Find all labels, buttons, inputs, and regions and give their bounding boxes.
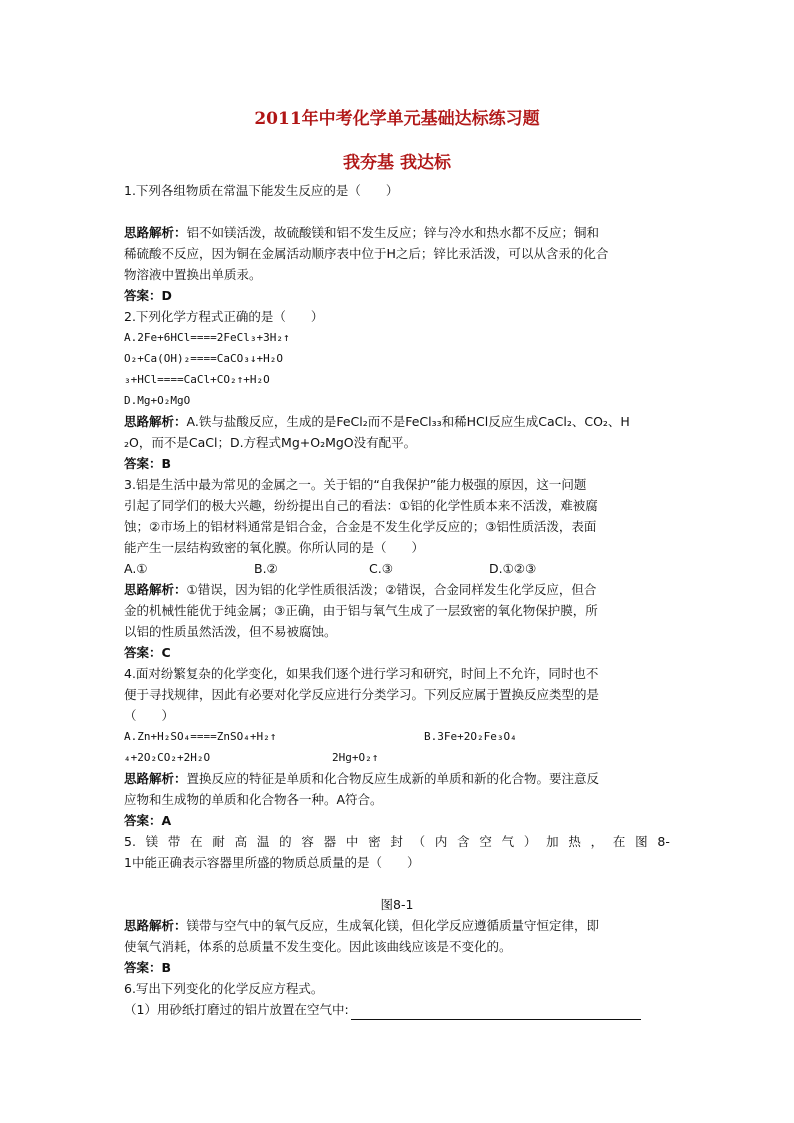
answer-blank[interactable] bbox=[351, 1005, 641, 1020]
q5-question-char: 含 bbox=[457, 834, 470, 849]
q3-analysis-line: 以铝的性质虽然活泼，但不易被腐蚀。 bbox=[124, 624, 337, 639]
q3-options bbox=[124, 558, 670, 579]
figure-placeholder bbox=[124, 873, 670, 894]
q5-question-line bbox=[124, 831, 670, 852]
q5-question-char: ， bbox=[590, 834, 604, 849]
q4-options-ab bbox=[124, 726, 670, 747]
q4-analysis-line: 应物和生成物的单质和化合物各一种。A符合。 bbox=[124, 792, 383, 807]
q2-analysis-line: ₂O，而不是CaCl；D.方程式Mg+O₂MgO没有配平。 bbox=[124, 435, 417, 450]
q3-answer: 答案：C bbox=[124, 645, 171, 660]
q5-question-char: 高 bbox=[234, 834, 248, 849]
q2-answer: 答案：B bbox=[124, 456, 172, 471]
q5-question-char: 气 bbox=[501, 834, 515, 849]
q4-analysis-line: 思路解析：置换反应的特征是单质和化合物反应生成新的单质和新的化合物。要注意反 bbox=[124, 771, 600, 786]
q5-question-char: 图 bbox=[635, 834, 648, 849]
q3-option-b: B.② bbox=[254, 561, 278, 576]
analysis-label: 思路解析： bbox=[124, 771, 187, 786]
q3-option-c: C.③ bbox=[369, 561, 393, 576]
q3-analysis-line: 金的机械性能优于纯金属；③正确，由于铝与氧气生成了一层致密的氧化物保护膜，所 bbox=[124, 603, 598, 618]
q5-question-char: （ bbox=[412, 834, 426, 849]
q4-question-line: 便于寻找规律，因此有必要对化学反应进行分类学习。下列反应属于置换反应类型的是 bbox=[124, 687, 600, 702]
q5-question-char: 在 bbox=[612, 834, 626, 849]
q3-analysis-line: 思路解析：①错误，因为铝的化学性质很活泼；②错误，合金同样发生化学反应，但合 bbox=[124, 582, 597, 597]
q5-question-char: 热 bbox=[568, 834, 581, 849]
q5-question-line: 1中能正确表示容器里所盛的物质总质量的是（ ） bbox=[124, 855, 420, 870]
q6-question: 6.写出下列变化的化学反应方程式。 bbox=[124, 981, 324, 996]
q3-question-line: 能产生一层结构致密的氧化膜。你所认同的是（ ） bbox=[124, 540, 425, 555]
analysis-label: 思路解析： bbox=[124, 582, 187, 597]
q2-option: A.2Fe+6HCl====2FeCl₃+3H₂↑ bbox=[124, 331, 290, 344]
q4-question-line: 4.面对纷繁复杂的化学变化，如果我们逐个进行学习和研究，时间上不允许，同时也不 bbox=[124, 666, 599, 681]
page-title: 2011年中考化学单元基础达标练习题 bbox=[254, 109, 540, 129]
q4-option-b: B.3Fe+2O₂Fe₃O₄ bbox=[424, 730, 517, 743]
q6-item-1: （1）用砂纸打磨过的铝片放置在空气中: bbox=[124, 999, 670, 1020]
q2-analysis-line: 思路解析：A.铁与盐酸反应，生成的是FeCl₂而不是FeCl₃₃和稀HCl反应生成CaCl₂、CO₂、H bbox=[124, 414, 630, 429]
q5-question-char: 空 bbox=[479, 834, 492, 849]
q5-question-char: 耐 bbox=[212, 834, 225, 849]
q4-answer: 答案：A bbox=[124, 813, 172, 828]
q5-question-char: 带 bbox=[167, 834, 181, 849]
exercise-content bbox=[124, 180, 670, 1020]
page-subtitle: 我夯基 我达标 bbox=[343, 153, 451, 173]
q1-analysis-line: 思路解析：铝不如镁活泼，故硫酸镁和铝不发生反应；锌与冷水和热水都不反应；铜和 bbox=[124, 225, 600, 240]
q3-question-line: 引起了同学们的极大兴趣，纷纷提出自己的看法：①铝的化学性质本来不活泼，难被腐 bbox=[124, 498, 598, 513]
q1-question: 1.下列各组物质在常温下能发生反应的是（ ） bbox=[124, 183, 399, 198]
q5-answer: 答案：B bbox=[124, 960, 172, 975]
q5-question-char: 的 bbox=[279, 834, 292, 849]
q4-question-line: （ ） bbox=[124, 708, 175, 723]
q5-question-char: 封 bbox=[390, 834, 403, 849]
q4-option-c: ₄+2O₂CO₂+2H₂O bbox=[124, 751, 211, 764]
analysis-label: 思路解析： bbox=[124, 225, 187, 240]
q4-option-d: 2Hg+O₂↑ bbox=[332, 751, 379, 764]
q2-option: ₃+HCl====CaCl+CO₂↑+H₂O bbox=[124, 373, 270, 386]
q3-option-a: A.① bbox=[124, 561, 148, 576]
blank-gap bbox=[124, 201, 670, 222]
q5-question-char: 中 bbox=[345, 834, 359, 849]
q2-question: 2.下列化学方程式正确的是（ ） bbox=[124, 309, 324, 324]
q5-question-char: 内 bbox=[434, 834, 448, 849]
q5-analysis-line: 思路解析：镁带与空气中的氧气反应，生成氧化镁，但化学反应遵循质量守恒定律，即 bbox=[124, 918, 600, 933]
q2-option: D.Mg+O₂MgO bbox=[124, 394, 191, 407]
q1-analysis-line: 物溶液中置换出单质汞。 bbox=[124, 267, 262, 282]
q5-question-char: 密 bbox=[368, 834, 381, 849]
q5-question-char: ） bbox=[523, 834, 537, 849]
q5-question-char: 器 bbox=[323, 834, 337, 849]
q4-options-cd bbox=[124, 747, 670, 768]
q5-question-char: 8- bbox=[657, 834, 670, 849]
q3-question-line: 蚀；②市场上的铝材料通常是铝合金，合金是不发生化学反应的；③铝性质活泼，表面 bbox=[124, 519, 597, 534]
q3-option-d: D.①②③ bbox=[489, 561, 537, 576]
analysis-label: 思路解析： bbox=[124, 918, 187, 933]
q1-analysis-line: 稀硫酸不反应，因为铜在金属活动顺序表中位于H之后；锌比汞活泼，可以从含汞的化合 bbox=[124, 246, 609, 261]
q5-question-char: 容 bbox=[301, 834, 314, 849]
analysis-label: 思路解析： bbox=[124, 414, 187, 429]
q4-option-a: A.Zn+H₂SO₄====ZnSO₄+H₂↑ bbox=[124, 730, 277, 743]
q5-question-char: 镁 bbox=[145, 834, 159, 849]
q1-answer: 答案：D bbox=[124, 288, 172, 303]
q2-option: O₂+Ca(OH)₂====CaCO₃↓+H₂O bbox=[124, 352, 283, 365]
q5-question-char: 温 bbox=[256, 834, 270, 849]
q3-question-line: 3.铝是生活中最为常见的金属之一。关于铝的“自我保护”能力极强的原因，这一问题 bbox=[124, 477, 587, 492]
figure-caption: 图8-1 bbox=[380, 897, 414, 912]
q5-question-char: 加 bbox=[546, 834, 559, 849]
q5-question-char: 在 bbox=[190, 834, 203, 849]
q5-question-char: 5. bbox=[124, 834, 136, 849]
q5-analysis-line: 使氧气消耗，体系的总质量不发生变化。因此该曲线应该是不变化的。 bbox=[124, 939, 512, 954]
